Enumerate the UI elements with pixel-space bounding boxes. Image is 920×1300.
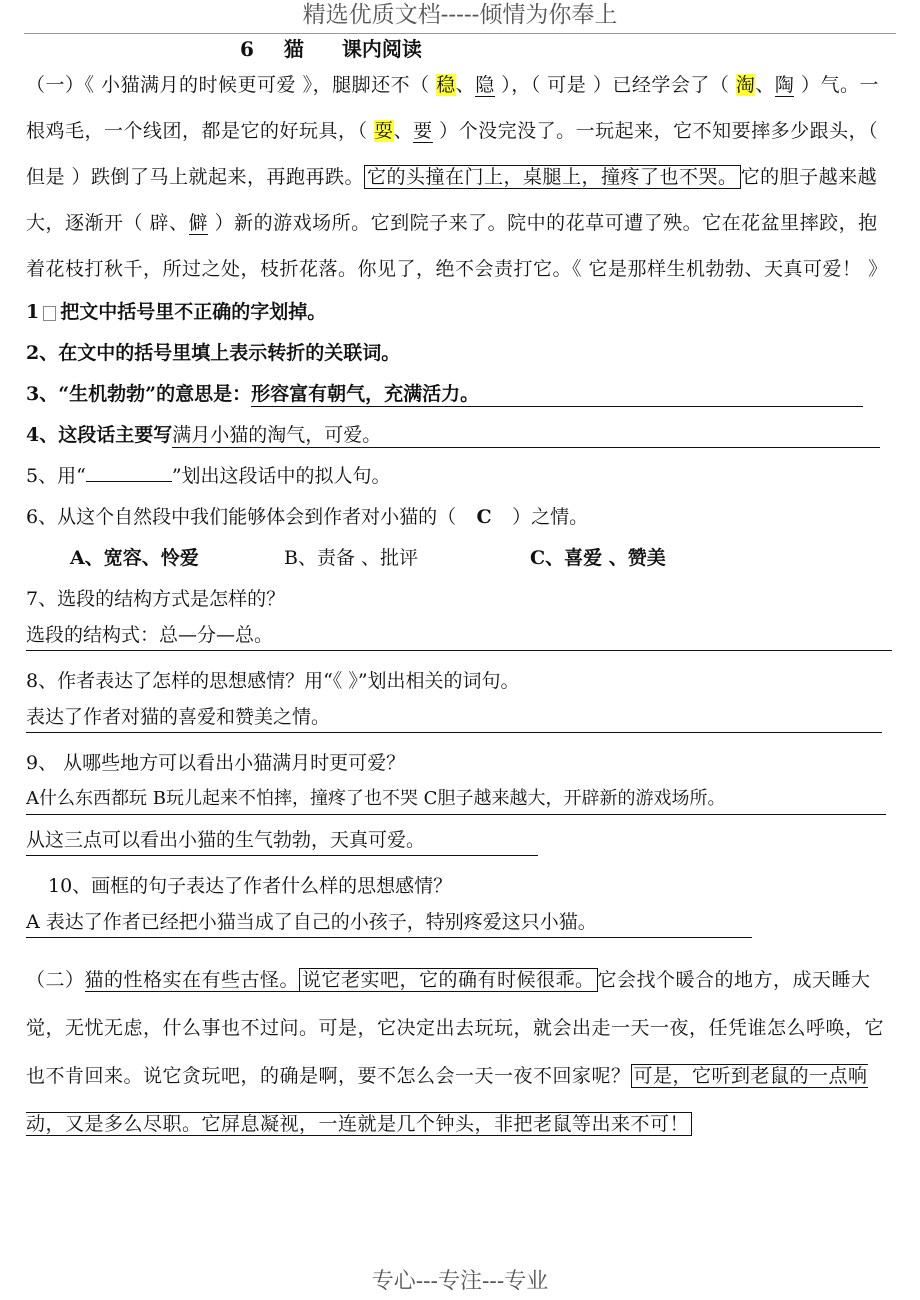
- question-8: 8、作者表达了怎样的思想感情？用“《 》”划出相关的词句。: [26, 670, 520, 692]
- underlined-char: 陶: [774, 74, 795, 96]
- answer-9-row-2: [26, 825, 896, 866]
- lesson-subtitle: 课内阅读: [341, 37, 422, 61]
- highlight-char: 淘: [735, 74, 756, 96]
- answer-3: 形容富有朝气，充满活力。: [251, 382, 863, 407]
- lesson-name: 猫: [283, 37, 304, 61]
- answer-10-row: [26, 907, 896, 948]
- lesson-number: 6: [240, 37, 254, 61]
- question-6: 6、从这个自然段中我们能够体会到作者对小猫的（ C ）之情。: [26, 497, 896, 538]
- question-10: 10、画框的句子表达了作者什么样的思想感情？: [48, 875, 453, 897]
- answer-9-line-1: A什么东西都玩 B玩儿起来不怕摔，撞疼了也不哭 C胆子越来越大，开辟新的游戏场所。: [26, 784, 886, 815]
- passage-one: （一）《 小猫满月的时候更可爱 》，腿脚还不（ 稳、隐 ），（ 可是 ）已经学会了（ 淘、陶 ）气。一根鸡毛，一个线团，都是它的好玩具，（ 耍、要 ）个没完没了。一玩起来，它不知要摔多少跟头，（ 但是 ）跌倒了马上就起来，再跑再跌。 它的头撞在门上，桌腿上，撞疼了也不哭。 它的胆子越来越大，逐渐开（ 辟、僻 ）新的游戏场所。它到院子来了。院中的花草可遭了殃。它在花盆里摔跤，抱着花枝打秋千，所过之处，枝折花落。你见了，绝不会责打它。《 它是那样生机勃勃、天真可爱！ 》: [26, 74, 888, 280]
- answer-7-row: [26, 620, 896, 661]
- answer-8: 表达了作者对猫的喜爱和赞美之情。: [26, 702, 882, 733]
- answer-4: 满月小猫的淘气，可爱。: [172, 423, 880, 448]
- underlined-sentence: 猫的性格实在有些古怪。: [84, 969, 300, 991]
- underlined-char: 僻: [188, 212, 209, 234]
- document-body: [26, 36, 896, 1148]
- option-a: A、宽容、怜爱: [70, 547, 199, 569]
- lesson-title: [240, 36, 896, 62]
- answer-9-row-1: [26, 784, 896, 825]
- question-4: 4、这段话主要写满月小猫的淘气，可爱。: [26, 415, 896, 456]
- boxed-sentence: 可是，它听到老鼠的一点响动，又是多么尽职。它屏息凝视，一连就是几个钟头，非把老鼠等出来不可！: [26, 1065, 868, 1135]
- quoted-sentence: 《 它是那样生机勃勃、天真可爱！ 》: [572, 258, 888, 280]
- page-footer: 专心---专注---专业: [371, 1269, 549, 1294]
- question-7: 7、选段的结构方式是怎样的？: [26, 588, 286, 610]
- highlight-char: 耍: [374, 120, 394, 142]
- underlined-char: 隐: [475, 74, 495, 96]
- option-b: B、责备 、批评: [284, 547, 419, 569]
- question-3: 3、“生机勃勃”的意思是：形容富有朝气，充满活力。: [26, 374, 896, 415]
- answer-9-line-2: 从这三点可以看出小猫的生气勃勃，天真可爱。: [26, 825, 538, 856]
- question-6-options: [26, 538, 896, 579]
- answer-10: A 表达了作者已经把小猫当成了自己的小孩子，特别疼爱这只小猫。: [26, 907, 752, 938]
- passage-two: （二）猫的性格实在有些古怪。 说它老实吧，它的确有时候很乖。 它会找个暖合的地方，成天睡大觉，无忧无虑，什么事也不过问。可是，它决定出去玩玩，就会出走一天一夜，任凭谁怎么呼唤，它也不肯回来。说它贪玩吧，的确是啊，要不怎么会一天一夜不回家呢？ 可是，它听到老鼠的一点响动，又是多么尽职。它屏息凝视，一连就是几个钟头，非把老鼠等出来不可！: [26, 969, 885, 1135]
- highlight-char: 稳: [436, 74, 456, 96]
- question-1: 1 把文中括号里不正确的字划掉。: [26, 301, 327, 323]
- missing-glyph-icon: [43, 306, 56, 321]
- answer-6: C: [476, 506, 492, 528]
- underlined-char: 要: [413, 120, 433, 142]
- question-9: 9、 从哪些地方可以看出小猫满月时更可爱？: [26, 752, 406, 774]
- question-5: 5、用“ ”划出这段话中的拟人句。: [26, 465, 391, 487]
- boxed-sentence: 它的头撞在门上，桌腿上，撞疼了也不哭。: [364, 165, 741, 189]
- underline-sample: [86, 463, 172, 482]
- header-divider: [24, 33, 896, 34]
- quoted-sentence: 《 小猫满月的时候更可爱 》: [84, 74, 313, 96]
- question-2: 2、在文中的括号里填上表示转折的关联词。: [26, 342, 401, 364]
- answer-8-row: [26, 702, 896, 743]
- option-c: C、喜爱 、赞美: [530, 547, 666, 569]
- answer-7: 选段的结构式：总—分—总。: [26, 620, 892, 651]
- boxed-sentence: 说它老实吧，它的确有时候很乖。: [299, 968, 598, 992]
- page-header: 精选优质文档-----倾情为你奉上: [302, 2, 618, 28]
